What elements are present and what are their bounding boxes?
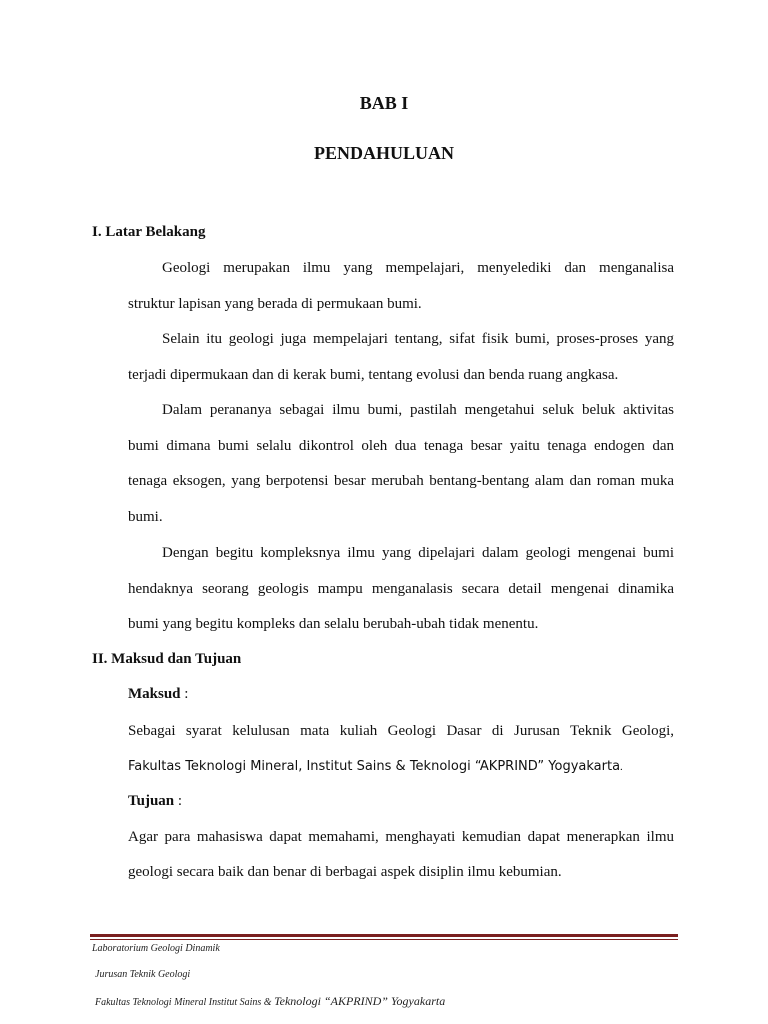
paragraph-line: Selain itu geologi juga mempelajari tentang, sifat fisik bumi, proses-proses yang: [162, 331, 674, 347]
paragraph-line: bumi dimana bumi selalu dikontrol oleh dua tenaga besar yaitu tenaga endogen dan: [128, 438, 674, 454]
footer-rule-thin: [90, 939, 678, 940]
paragraph-line: Dengan begitu kompleksnya ilmu yang dipelajari dalam geologi mengenai bumi: [162, 545, 674, 561]
chapter-title: PENDAHULUAN: [313, 143, 454, 163]
maksud-text-line: Sebagai syarat kelulusan mata kuliah Geologi Dasar di Jurusan Teknik Geologi,: [128, 723, 674, 739]
footer-institution: Fakultas Teknologi Mineral Institut Sains & Teknologi “AKPRIND” Yogyakarta: [95, 994, 446, 1008]
paragraph-line: terjadi dipermukaan dan di kerak bumi, tentang evolusi dan benda ruang angkasa.: [128, 367, 619, 383]
paragraph-line: bumi yang begitu kompleks dan selalu berubah-ubah tidak menentu.: [128, 616, 539, 632]
chapter-number: BAB I: [359, 93, 409, 113]
maksud-text-line: Fakultas Teknologi Mineral, Institut Sains & Teknologi “AKPRIND” Yogyakarta.: [128, 759, 623, 774]
tujuan-text-line: Agar para mahasiswa dapat memahami, menghayati kemudian dapat menerapkan ilmu: [128, 829, 674, 845]
paragraph-line: bumi.: [128, 509, 163, 525]
paragraph-line: Dalam perananya sebagai ilmu bumi, pastilah mengetahui seluk beluk aktivitas: [162, 402, 674, 418]
paragraph-line: Geologi merupakan ilmu yang mempelajari, menyelediki dan menganalisa: [162, 260, 674, 276]
paragraph-line: struktur lapisan yang berada di permukaan bumi.: [128, 296, 422, 312]
section-latar-belakang-title: I. Latar Belakang: [92, 224, 206, 240]
maksud-label: Maksud :: [128, 686, 189, 702]
tujuan-text-line: geologi secara baik dan benar di berbagai aspek disiplin ilmu kebumian.: [128, 864, 562, 880]
section-maksud-tujuan-title: II. Maksud dan Tujuan: [92, 651, 242, 667]
paragraph-line: tenaga eksogen, yang berpotensi besar merubah bentang-bentang alam dan roman muka: [128, 473, 674, 489]
paragraph-line: hendaknya seorang geologis mampu menganalasis secara detail mengenai dinamika: [128, 581, 674, 597]
footer-department: Jurusan Teknik Geologi: [95, 969, 191, 980]
tujuan-label: Tujuan :: [128, 793, 183, 809]
footer-lab-name: Laboratorium Geologi Dinamik: [92, 943, 220, 954]
footer-rule-thick: [90, 934, 678, 937]
